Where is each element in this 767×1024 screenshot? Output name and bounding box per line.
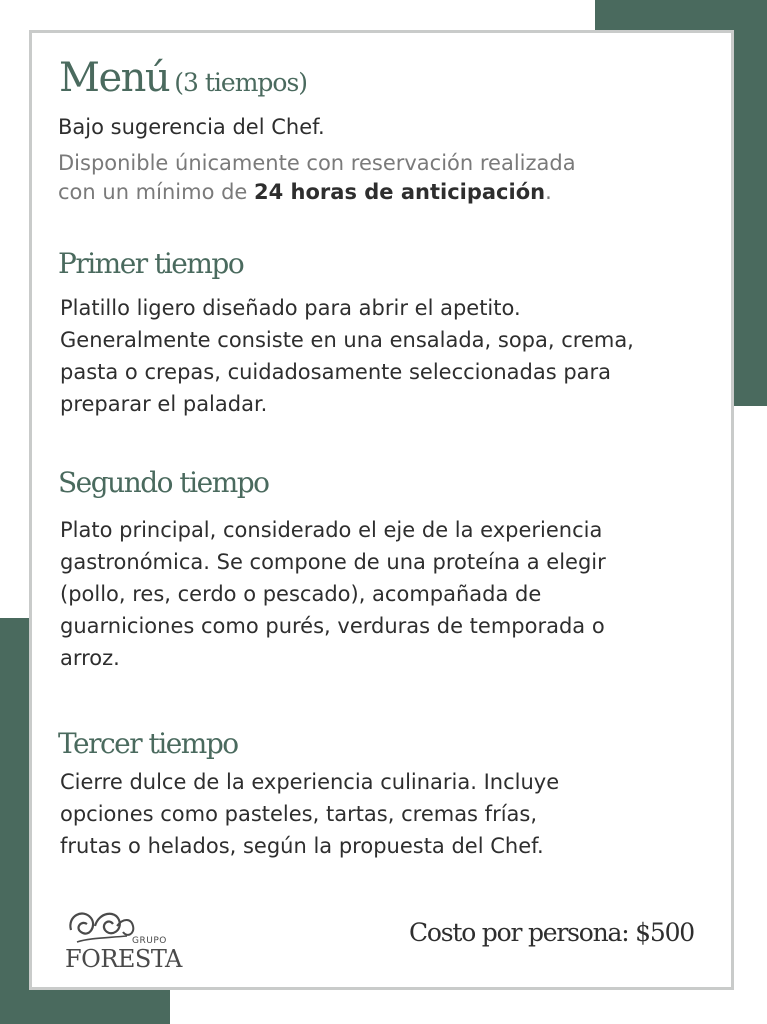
section-body-primer-tiempo — [60, 292, 634, 420]
availability-suffix: . — [545, 180, 552, 204]
logo-flourish-icon — [65, 906, 137, 946]
logo-grupo-text: GRUPO — [132, 936, 167, 946]
availability-prefix: con un mínimo de — [58, 180, 255, 204]
availability-note — [58, 149, 576, 207]
section-line: Generalmente consiste en una ensalada, sopa, crema, — [60, 328, 634, 352]
grupo-foresta-logo — [65, 906, 182, 973]
menu-title-note: (3 tiempos) — [174, 68, 308, 97]
section-title-tercer-tiempo: Tercer tiempo — [58, 727, 238, 760]
availability-highlight: 24 horas de anticipación — [254, 180, 546, 204]
section-line: Cierre dulce de la experiencia culinaria. Incluye — [60, 770, 560, 794]
section-line: Platillo ligero diseñado para abrir el apetito. — [60, 296, 521, 320]
section-body-segundo-tiempo — [60, 514, 606, 674]
logo-foresta-text: FORESTA — [65, 945, 182, 973]
menu-subtitle: Bajo sugerencia del Chef. — [58, 115, 325, 139]
section-title-primer-tiempo: Primer tiempo — [58, 247, 244, 280]
section-body-tercer-tiempo — [60, 766, 559, 862]
price-per-person: Costo por persona: $500 — [408, 918, 694, 947]
section-line: frutas o helados, según la propuesta del Chef. — [60, 834, 544, 858]
section-line: Plato principal, considerado el eje de la experiencia — [60, 518, 603, 542]
menu-title — [59, 55, 307, 101]
section-line: guarniciones como purés, verduras de temporada o — [60, 614, 605, 638]
menu-card — [29, 30, 734, 990]
section-line: (pollo, res, cerdo o pescado), acompañada de — [60, 582, 542, 606]
section-line: gastronómica. Se compone de una proteína a elegir — [60, 550, 606, 574]
availability-line-2 — [58, 178, 576, 207]
availability-line-1: Disponible únicamente con reservación realizada — [58, 151, 576, 175]
section-line: opciones como pasteles, tartas, cremas frías, — [60, 802, 538, 826]
section-title-segundo-tiempo: Segundo tiempo — [58, 466, 269, 499]
section-line: arroz. — [60, 646, 120, 670]
menu-title-main: Menú — [59, 55, 170, 101]
section-line: preparar el paladar. — [60, 392, 268, 416]
section-line: pasta o crepas, cuidadosamente seleccionadas para — [60, 360, 612, 384]
